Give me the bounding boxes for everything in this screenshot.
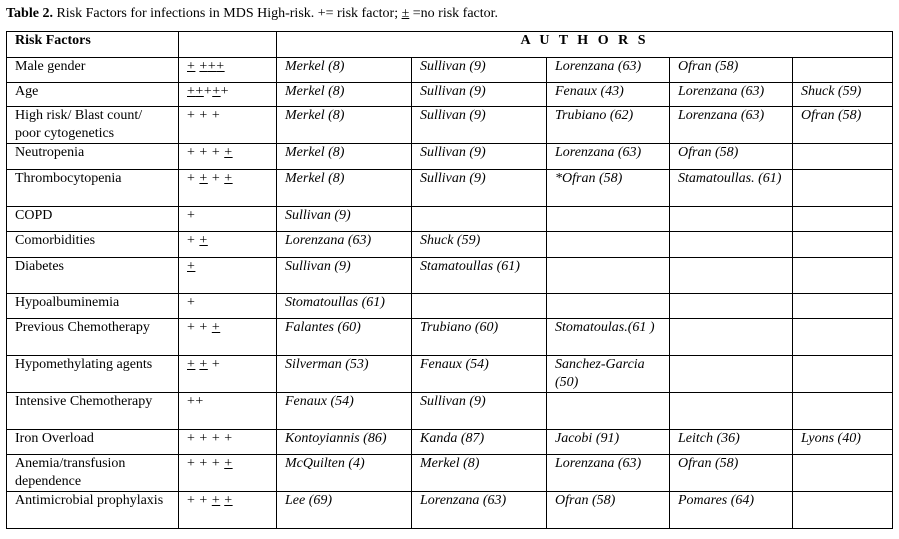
risk-symbol: + [211, 456, 221, 471]
author-cell: Sanchez-Garcia (50) [547, 356, 670, 393]
risk-symbol: + [199, 493, 208, 508]
author-cell: Stomatoulas.(61 ) [547, 319, 670, 356]
risk-symbols-cell [179, 144, 277, 170]
risk-symbol: + [199, 320, 208, 335]
author-cell [793, 294, 893, 319]
risk-factor-cell: COPD [7, 207, 179, 232]
risk-factor-cell: Diabetes [7, 258, 179, 294]
risk-symbols-cell [179, 430, 277, 455]
table-row [7, 144, 893, 170]
table-row [7, 393, 893, 430]
no-risk-symbol: + [224, 456, 233, 471]
author-cell: Shuck (59) [793, 83, 893, 107]
author-cell [547, 207, 670, 232]
risk-symbol: + [211, 171, 221, 186]
risk-factor-cell: Hypomethylating agents [7, 356, 179, 393]
author-cell: Fenaux (54) [412, 356, 547, 393]
author-cell [670, 393, 793, 430]
header-symbols-empty [179, 32, 277, 58]
risk-symbols-cell [179, 58, 277, 83]
author-cell: Ofran (58) [793, 107, 893, 144]
risk-factor-cell: Antimicrobial prophylaxis [7, 492, 179, 529]
no-risk-symbol: + [199, 59, 208, 74]
author-cell: Fenaux (54) [277, 393, 412, 430]
risk-symbol: + [187, 320, 196, 335]
author-cell: Stamatoullas (61) [412, 258, 547, 294]
risk-symbol: + [187, 493, 196, 508]
author-cell: Merkel (8) [412, 455, 547, 492]
author-cell [793, 232, 893, 258]
author-cell [547, 258, 670, 294]
risk-symbol: + [199, 456, 208, 471]
risk-symbol: + [211, 145, 221, 160]
author-cell: Sullivan (9) [412, 144, 547, 170]
author-cell: Merkel (8) [277, 107, 412, 144]
risk-symbol: + [211, 357, 221, 372]
no-risk-symbol: + [187, 259, 196, 274]
header-row [7, 32, 893, 58]
author-cell: Lorenzana (63) [547, 58, 670, 83]
header-risk-factors: Risk Factors [7, 32, 179, 58]
risk-symbols-cell [179, 107, 277, 144]
author-cell: Falantes (60) [277, 319, 412, 356]
author-cell [547, 393, 670, 430]
author-cell: Trubiano (62) [547, 107, 670, 144]
author-cell: Merkel (8) [277, 170, 412, 207]
risk-symbol: + [187, 108, 196, 123]
author-cell: Lorenzana (63) [547, 455, 670, 492]
author-cell [793, 393, 893, 430]
risk-symbols-cell [179, 232, 277, 258]
author-cell: Ofran (58) [670, 58, 793, 83]
risk-symbols-cell [179, 492, 277, 529]
author-cell [793, 319, 893, 356]
risk-symbol: + [187, 171, 196, 186]
author-cell: Sullivan (9) [412, 170, 547, 207]
no-risk-symbol: + [211, 493, 221, 508]
author-cell: Ofran (58) [670, 144, 793, 170]
author-cell: Silverman (53) [277, 356, 412, 393]
author-cell [793, 492, 893, 529]
no-risk-symbol: + [199, 357, 208, 372]
author-cell: Ofran (58) [670, 455, 793, 492]
no-risk-symbol: + [199, 233, 208, 248]
author-cell [793, 455, 893, 492]
author-cell: Ofran (58) [547, 492, 670, 529]
risk-symbol: + [199, 431, 208, 446]
no-risk-symbol: + [187, 59, 196, 74]
author-cell: Jacobi (91) [547, 430, 670, 455]
risk-symbol: + [220, 84, 230, 99]
author-cell [412, 294, 547, 319]
risk-factor-cell: Age [7, 83, 179, 107]
author-cell: Fenaux (43) [547, 83, 670, 107]
no-risk-symbol: + [212, 84, 221, 99]
no-risk-symbol: + [207, 59, 217, 74]
risk-symbols-cell [179, 207, 277, 232]
author-cell: Stomatoullas (61) [277, 294, 412, 319]
risk-factor-cell: Previous Chemotherapy [7, 319, 179, 356]
table-row [7, 430, 893, 455]
table-row [7, 356, 893, 393]
risk-factor-cell: Hypoalbuminemia [7, 294, 179, 319]
risk-symbol: + [199, 108, 208, 123]
author-cell: McQuilten (4) [277, 455, 412, 492]
author-cell [793, 144, 893, 170]
table-row [7, 294, 893, 319]
author-cell [670, 207, 793, 232]
no-risk-symbol: + [216, 59, 225, 74]
risk-factors-table [6, 31, 893, 529]
author-cell: Pomares (64) [670, 492, 793, 529]
author-cell [793, 58, 893, 83]
caption-text-end: =no risk factor. [409, 6, 499, 21]
no-risk-symbol: + [187, 357, 196, 372]
risk-factor-cell: Male gender [7, 58, 179, 83]
author-cell [547, 294, 670, 319]
author-cell: Sullivan (9) [277, 207, 412, 232]
risk-symbols-cell [179, 83, 277, 107]
no-risk-symbol: + [187, 84, 196, 99]
author-cell [670, 258, 793, 294]
risk-symbol: + [199, 145, 208, 160]
no-risk-symbol: + [199, 171, 208, 186]
author-cell: Lee (69) [277, 492, 412, 529]
risk-symbol: + [224, 431, 233, 446]
author-cell: Stamatoullas. (61) [670, 170, 793, 207]
risk-symbols-cell [179, 356, 277, 393]
author-cell [793, 170, 893, 207]
no-risk-symbol: + [224, 145, 233, 160]
risk-symbol: + [187, 145, 196, 160]
table-row [7, 83, 893, 107]
author-cell [670, 294, 793, 319]
author-cell [793, 356, 893, 393]
author-cell: Merkel (8) [277, 144, 412, 170]
risk-symbol: + [187, 233, 196, 248]
risk-factor-cell: Comorbidities [7, 232, 179, 258]
risk-symbols-cell [179, 455, 277, 492]
risk-symbol: + [203, 84, 213, 99]
author-cell: Sullivan (9) [412, 83, 547, 107]
author-cell: Lorenzana (63) [412, 492, 547, 529]
author-cell: Kanda (87) [412, 430, 547, 455]
risk-symbols-cell [179, 393, 277, 430]
author-cell: Kontoyiannis (86) [277, 430, 412, 455]
author-cell: Merkel (8) [277, 58, 412, 83]
risk-symbol: + [211, 431, 221, 446]
no-risk-symbol: + [224, 171, 233, 186]
author-cell [547, 232, 670, 258]
risk-symbol: + [187, 431, 196, 446]
table-row [7, 207, 893, 232]
table-caption [6, 5, 896, 23]
risk-symbols-cell [179, 258, 277, 294]
author-cell: Sullivan (9) [277, 258, 412, 294]
author-cell: Merkel (8) [277, 83, 412, 107]
risk-symbol: + [211, 108, 221, 123]
caption-label: Table 2. [6, 6, 53, 21]
author-cell: Lorenzana (63) [277, 232, 412, 258]
risk-factor-cell: Intensive Chemotherapy [7, 393, 179, 430]
risk-factor-cell: High risk/ Blast count/ poor cytogenetics [7, 107, 179, 144]
risk-symbol: + [187, 208, 196, 223]
author-cell [670, 356, 793, 393]
risk-symbols-cell [179, 319, 277, 356]
no-risk-symbol: + [195, 84, 204, 99]
table-row [7, 455, 893, 492]
caption-pm-symbol: ± [401, 6, 410, 21]
risk-factor-cell: Anemia/transfusion dependence [7, 455, 179, 492]
author-cell: Sullivan (9) [412, 58, 547, 83]
table-row [7, 58, 893, 83]
table-row [7, 107, 893, 144]
author-cell: Shuck (59) [412, 232, 547, 258]
author-cell: Lyons (40) [793, 430, 893, 455]
table-row [7, 492, 893, 529]
author-cell: Sullivan (9) [412, 107, 547, 144]
table-row [7, 232, 893, 258]
author-cell [412, 207, 547, 232]
author-cell: Sullivan (9) [412, 393, 547, 430]
table-row [7, 170, 893, 207]
table-row [7, 258, 893, 294]
author-cell: *Ofran (58) [547, 170, 670, 207]
risk-symbols-cell [179, 294, 277, 319]
table-row [7, 319, 893, 356]
author-cell [793, 258, 893, 294]
author-cell: Lorenzana (63) [670, 83, 793, 107]
author-cell [670, 319, 793, 356]
risk-factor-cell: Thrombocytopenia [7, 170, 179, 207]
author-cell: Leitch (36) [670, 430, 793, 455]
author-cell: Trubiano (60) [412, 319, 547, 356]
caption-text: Risk Factors for infections in MDS High-risk. += risk factor; [52, 6, 402, 21]
risk-factor-cell: Neutropenia [7, 144, 179, 170]
author-cell: Lorenzana (63) [547, 144, 670, 170]
author-cell: Lorenzana (63) [670, 107, 793, 144]
no-risk-symbol: + [211, 320, 221, 335]
risk-factor-cell: Iron Overload [7, 430, 179, 455]
risk-symbols-cell [179, 170, 277, 207]
header-authors: A U T H O R S [277, 32, 893, 58]
no-risk-symbol: + [224, 493, 233, 508]
risk-symbol: + [187, 394, 196, 409]
risk-symbol: + [187, 295, 196, 310]
risk-symbol: + [187, 456, 196, 471]
author-cell [793, 207, 893, 232]
risk-symbol: + [195, 394, 204, 409]
author-cell [670, 232, 793, 258]
